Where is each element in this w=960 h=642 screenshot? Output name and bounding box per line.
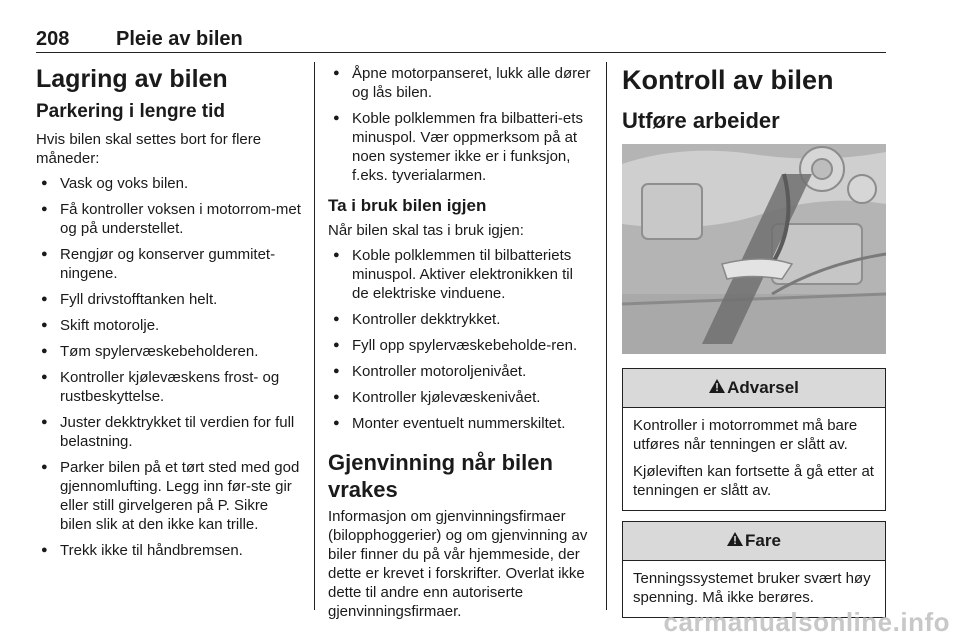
column-reactivation xyxy=(328,64,592,627)
list-item: ● Skift motorolje. xyxy=(36,316,302,335)
column-divider xyxy=(314,62,315,610)
list-item: ● Få kontroller voksen i motorrom-met og på understellet. xyxy=(36,200,302,238)
list-item: ● Fyll drivstofftanken helt. xyxy=(36,290,302,309)
danger-header xyxy=(623,522,885,561)
page-title: Pleie av bilen xyxy=(116,28,243,50)
engine-bay-illustration xyxy=(622,144,886,354)
intro-text: Hvis bilen skal settes bort for flere måneder: xyxy=(36,131,262,167)
warning-text: Kjøleviften kan fortsette å gå etter at tenningen er slått av. xyxy=(633,463,874,499)
section-heading: Kontroll av bilen xyxy=(622,65,834,95)
list-item: ● Koble polklemmen fra bilbatteri-ets minuspol. Vær oppmerksom på at noen systemer ikke er i funksjon, f.eks. tyverialarmen. xyxy=(328,109,592,185)
storage-list xyxy=(36,174,302,560)
list-item: ● Kontroller dekktrykket. xyxy=(328,310,592,329)
subsection-heading: Parkering i lengre tid xyxy=(36,101,225,122)
danger-box xyxy=(622,521,886,618)
warning-title: Advarsel xyxy=(727,378,799,397)
reactivation-list xyxy=(328,246,592,433)
list-item: ● Parker bilen på et tørt sted med god gjennomlufting. Legg inn før-ste gir eller still girvelgeren på P. Sikre bilen slik at den ikke kan trille. xyxy=(36,458,302,534)
storage-list-continued xyxy=(328,64,592,185)
column-storage xyxy=(36,64,302,567)
list-item: ● Åpne motorpanseret, lukk alle dører og lås bilen. xyxy=(328,64,592,102)
list-item: ● Kontroller kjølevæskenivået. xyxy=(328,388,592,407)
warning-body xyxy=(623,408,885,510)
list-item: ● Koble polklemmen til bilbatteriets minuspol. Aktiver elektronikken til de elektriske vinduene. xyxy=(328,246,592,303)
list-item: ● Trekk ikke til håndbremsen. xyxy=(36,541,302,560)
list-item: ● Kontroller kjølevæskens frost- og rustbeskyttelse. xyxy=(36,368,302,406)
warning-triangle-icon xyxy=(709,369,725,407)
danger-title: Fare xyxy=(745,531,781,550)
column-divider xyxy=(606,62,607,610)
warning-box xyxy=(622,368,886,511)
warning-header xyxy=(623,369,885,408)
subsection-heading: Utføre arbeider xyxy=(622,108,780,133)
recycling-text: Informasjon om gjenvinningsfirmaer (bilopphoggerier) og om gjenvinning av biler finner du på vår hjemmeside, der dette er krevet i forskrifter. Overlat ikke dette til andre enn autoriserte gjenvinningsfirmaer. xyxy=(328,508,588,620)
column-vehicle-checks xyxy=(622,64,886,628)
list-item: ● Juster dekktrykket til verdien for full belastning. xyxy=(36,413,302,451)
page-number: 208 xyxy=(36,28,70,50)
danger-text: Tenningssystemet bruker svært høy spenning. Må ikke berøres. xyxy=(633,570,871,606)
watermark: carmanualsonline.info xyxy=(663,607,950,637)
list-item: ● Monter eventuelt nummerskiltet. xyxy=(328,414,592,433)
page-header xyxy=(36,26,886,53)
warning-text: Kontroller i motorrommet må bare utføres når tenningen er slått av. xyxy=(633,417,858,453)
list-item: ● Tøm spylervæskebeholderen. xyxy=(36,342,302,361)
engine-bay-drawing xyxy=(622,144,886,354)
intro-text: Når bilen skal tas i bruk igjen: xyxy=(328,222,524,239)
section-heading: Gjenvinning når bilen vrakes xyxy=(328,450,553,502)
list-item: ● Vask og voks bilen. xyxy=(36,174,302,193)
list-item: ● Fyll opp spylervæskebeholde-ren. xyxy=(328,336,592,355)
subsection-heading: Ta i bruk bilen igjen xyxy=(328,196,487,215)
list-item: ● Kontroller motoroljenivået. xyxy=(328,362,592,381)
section-heading: Lagring av bilen xyxy=(36,65,228,93)
warning-triangle-icon xyxy=(727,522,743,560)
list-item: ● Rengjør og konserver gummitet-ningene. xyxy=(36,245,302,283)
